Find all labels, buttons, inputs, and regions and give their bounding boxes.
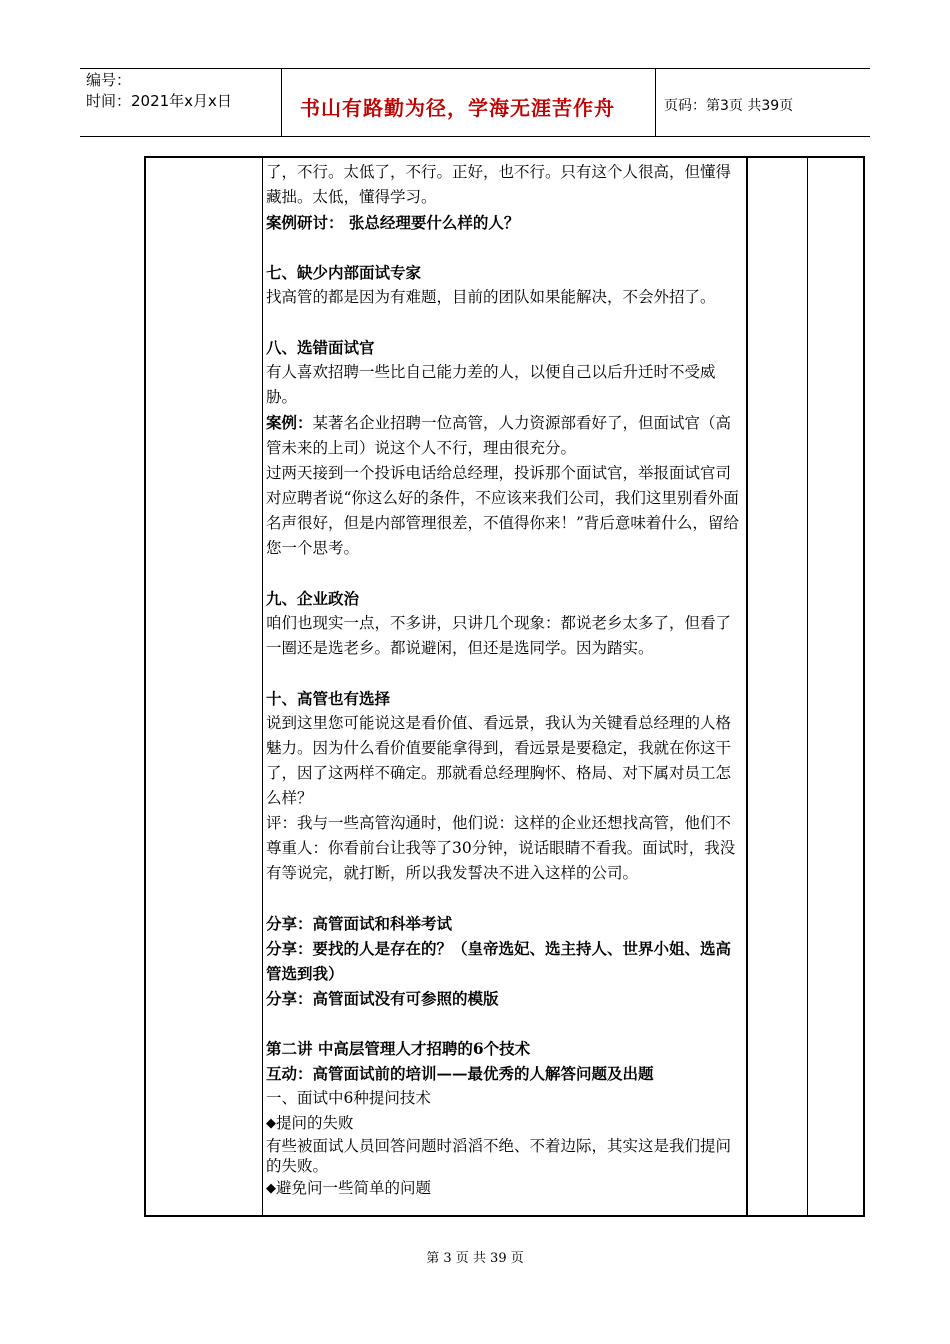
paragraph-text: 分享：高管面试没有可参照的模版 <box>266 989 499 1008</box>
table-col-line-1 <box>262 158 263 1215</box>
section-heading <box>266 686 744 711</box>
header-bottom-rule <box>80 136 870 137</box>
paragraph-gap <box>266 1011 744 1036</box>
paragraph <box>266 811 744 886</box>
paragraph-text: 某著名企业招聘一位高管，人力资源部看好了，但面试官（高管未来的上司）说这个人不行，理由很充分。 <box>266 414 732 457</box>
header-divider-1 <box>281 68 282 136</box>
paragraph-text: 评：我与一些高管沟通时，他们说：这样的企业还想找高管，他们不尊重人：你看前台让我等了30分钟，说话眼睛不看我。面试时，我没有等说完，就打断，所以我发誓决不进入这样的公司。 <box>266 814 736 882</box>
paragraph-gap <box>266 886 744 911</box>
table-col-line-2 <box>746 158 748 1215</box>
paragraph <box>266 285 744 310</box>
section-heading <box>266 936 744 986</box>
paragraph <box>266 410 744 461</box>
header-divider-2 <box>655 68 656 136</box>
paragraph-text: 过两天接到一个投诉电话给总经理，投诉那个面试官，举报面试官司对应聘者说“你这么好的条件，不应该来我们公司，我们这里别看外面名声很好，但是内部管理很差，不值得你来！”背后意味着什么，留给您一个思考。 <box>266 464 739 557</box>
paragraph <box>266 1086 744 1111</box>
header-number: 编号： <box>86 71 132 89</box>
paragraph-text: 九、企业政治 <box>266 589 360 608</box>
paragraph-text: 互动：高管面试前的培训——最优秀的人解答问题及出题 <box>266 1064 654 1083</box>
paragraph <box>266 461 744 561</box>
diamond-bullet-icon: ◆ <box>266 1181 276 1196</box>
paragraph-text: 十、高管也有选择 <box>266 689 391 708</box>
paragraph <box>266 160 744 210</box>
paragraph <box>266 1176 744 1201</box>
paragraph-text: 分享：要找的人是存在的？（皇帝选妃、选主持人、世界小姐、选高管选到我） <box>266 939 732 983</box>
paragraph-text: 一、面试中6种提问技术 <box>266 1089 431 1107</box>
section-heading <box>266 210 744 235</box>
paragraph-text: 案例研讨： 张总经理要什么样的人？ <box>266 213 520 232</box>
paragraph-text: 分享：高管面试和科举考试 <box>266 914 453 933</box>
paragraph-text: 有人喜欢招聘一些比自己能力差的人，以便自己以后升迁时不受威胁。 <box>266 363 716 406</box>
paragraph-text: 找高管的都是因为有难题，目前的团队如果能解决，不会外招了。 <box>266 288 716 306</box>
paragraph-text: 了，不行。太低了，不行。正好，也不行。只有这个人很高，但懂得藏拙。太低，懂得学习。 <box>266 163 732 206</box>
paragraph <box>266 360 744 410</box>
paragraph-gap <box>266 235 744 260</box>
paragraph-text: 有些被面试人员回答问题时滔滔不绝、不着边际，其实这是我们提问的失败。 <box>266 1137 732 1175</box>
lecture-text <box>266 160 744 1201</box>
header-page-number: 页码：第3页 共39页 <box>664 98 794 114</box>
paragraph <box>266 711 744 811</box>
table-col-line-3 <box>807 158 808 1215</box>
paragraph-text: 八、选错面试官 <box>266 338 375 357</box>
section-heading <box>266 1061 744 1086</box>
paragraph <box>266 611 744 661</box>
page-footer: 第 3 页 共 39 页 <box>426 1251 524 1266</box>
section-heading <box>266 335 744 360</box>
header-top-rule <box>80 68 870 69</box>
diamond-bullet-icon: ◆ <box>266 1116 276 1131</box>
paragraph-gap <box>266 561 744 586</box>
paragraph-text: 提问的失败 <box>276 1114 354 1132</box>
paragraph-text: 七、缺少内部面试专家 <box>266 263 422 282</box>
header-meta <box>86 70 232 112</box>
section-heading <box>266 911 744 936</box>
paragraph-gap <box>266 661 744 686</box>
header-motto: 书山有路勤为径，学海无涯苦作舟 <box>300 96 615 120</box>
paragraph-text: 咱们也现实一点，不多讲，只讲几个现象：都说老乡太多了，但看了一圈还是选老乡。都说避闲，但还是选同学。因为踏实。 <box>266 614 732 657</box>
paragraph-gap <box>266 310 744 335</box>
header-time: 时间：2021年x月x日 <box>86 92 232 110</box>
section-heading <box>266 260 744 285</box>
section-heading <box>266 586 744 611</box>
section-heading <box>266 986 744 1011</box>
paragraph-text: 说到这里您可能说这是看价值、看远景，我认为关键看总经理的人格魅力。因为什么看价值要能拿得到，看远景是要稳定，我就在你这干了，因了这两样不确定。那就看总经理胸怀、格局、对下属对员工怎么样？ <box>266 714 732 807</box>
paragraph <box>266 1136 744 1176</box>
case-label: 案例： <box>266 413 313 432</box>
paragraph-text: 避免问一些简单的问题 <box>276 1179 432 1197</box>
section-heading <box>266 1036 744 1061</box>
paragraph-text: 第二讲 中高层管理人才招聘的6个技术 <box>266 1039 531 1058</box>
paragraph <box>266 1111 744 1136</box>
